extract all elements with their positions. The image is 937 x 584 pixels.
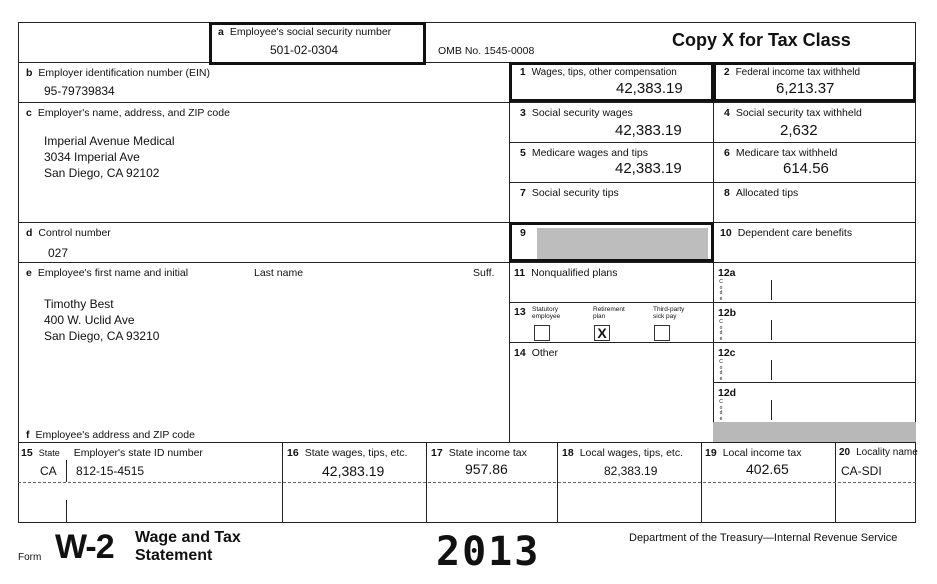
box-9-shade — [537, 228, 708, 259]
form-word: Form — [18, 552, 42, 563]
employee-address-label: f Employee's address and ZIP code — [26, 429, 195, 441]
box-1-value: 42,383.19 — [616, 80, 683, 97]
employer-street: 3034 Imperial Ave — [44, 150, 140, 164]
box-5-label: 5 Medicare wages and tips — [520, 147, 648, 159]
statutory-employee-label: Statutory employee — [532, 306, 561, 320]
box-12b-divider — [771, 320, 772, 340]
box-12a-code-label: C o d e — [719, 279, 723, 302]
rule — [66, 460, 67, 482]
box-18-value: 82,383.19 — [604, 464, 658, 478]
employee-label: e Employee's first name and initial — [26, 267, 189, 279]
rule — [509, 102, 916, 103]
employer-address — [44, 133, 175, 181]
box-15-label: 15 State Employer's state ID number — [21, 447, 203, 459]
box-2-label: 2 Federal income tax withheld — [724, 67, 861, 78]
box-12c-label: 12c — [718, 347, 736, 359]
statutory-employee-checkbox[interactable] — [534, 325, 550, 341]
tax-year: 2013 — [436, 529, 541, 575]
employer-label: c Employer's name, address, and ZIP code — [26, 107, 230, 119]
box-17-label: 17 State income tax — [431, 447, 527, 459]
box-6-value: 614.56 — [783, 160, 829, 177]
box-4-label: 4 Social security tax withheld — [724, 107, 862, 119]
rule — [66, 500, 67, 523]
rule — [509, 342, 916, 343]
ssn-value: 501-02-0304 — [270, 43, 339, 57]
box-20-value: CA-SDI — [841, 464, 882, 478]
rule — [18, 102, 509, 103]
employee-city: San Diego, CA 93210 — [44, 329, 160, 343]
form-title-line1: Wage and Tax — [135, 529, 241, 546]
box-2-value: 6,213.37 — [776, 80, 835, 97]
third-party-sick-pay-checkbox[interactable] — [654, 325, 670, 341]
box-12d-code-label: C o d e — [719, 399, 723, 422]
box-11-label: 11 Nonqualified plans — [514, 267, 618, 279]
box-12a-divider — [771, 280, 772, 300]
box-10-label: 10 Dependent care benefits — [720, 227, 853, 239]
ein-value: 95-79739834 — [44, 84, 115, 98]
box-7-label: 7 Social security tips — [520, 187, 619, 199]
box-3-value: 42,383.19 — [615, 122, 682, 139]
rule — [713, 382, 916, 383]
box-19-label: 19 Local income tax — [705, 447, 802, 459]
retirement-plan-label: Retirement plan — [593, 306, 625, 320]
rule — [509, 182, 916, 183]
rule — [18, 222, 509, 223]
box-12d-divider — [771, 400, 772, 420]
box-12b-code-label: C o d e — [719, 319, 723, 342]
state-id-value: 812-15-4515 — [76, 464, 145, 478]
box-8-label: 8 Allocated tips — [724, 187, 799, 199]
box-19-value: 402.65 — [746, 461, 789, 477]
employer-name: Imperial Avenue Medical — [44, 134, 175, 148]
employee-name: Timothy Best — [44, 297, 114, 311]
rule — [509, 142, 916, 143]
box-12a-label: 12a — [718, 267, 736, 279]
box-16-label: 16 State wages, tips, etc. — [287, 447, 408, 459]
box-20-label: 20 Locality name — [839, 447, 918, 458]
copy-title: Copy X for Tax Class — [672, 30, 851, 50]
box-17-value: 957.86 — [465, 461, 508, 477]
box-1-label: 1 Wages, tips, other compensation — [520, 67, 677, 78]
employer-city: San Diego, CA 92102 — [44, 166, 160, 180]
box-18-label: 18 Local wages, tips, etc. — [562, 447, 683, 459]
omb-number: OMB No. 1545-0008 — [438, 45, 535, 57]
box-3-label: 3 Social security wages — [520, 107, 633, 119]
retirement-plan-checkbox[interactable]: X — [594, 325, 610, 341]
third-party-sick-pay-label: Third-party sick pay — [653, 306, 685, 320]
ssn-label: a Employee's social security number — [218, 26, 392, 38]
box-9-label: 9 — [520, 227, 526, 239]
rule — [509, 262, 916, 263]
last-name-label: Last name — [254, 267, 304, 279]
form-title-line2: Statement — [135, 547, 213, 564]
rule — [18, 442, 916, 443]
agency-name: Department of the Treasury—Internal Revenue Service — [629, 532, 898, 544]
box-4-value: 2,632 — [780, 122, 818, 139]
box-6-label: 6 Medicare tax withheld — [724, 147, 838, 159]
suffix-label: Suff. — [473, 267, 495, 279]
shaded-cell — [713, 422, 916, 442]
rule — [18, 262, 509, 263]
rule — [509, 302, 916, 303]
box-14-label: 14 Other — [514, 347, 558, 359]
employee-street: 400 W. Uclid Ave — [44, 313, 135, 327]
control-label: d Control number — [26, 227, 111, 239]
state-value: CA — [40, 464, 57, 478]
control-value: 027 — [48, 246, 69, 260]
box-12d-label: 12d — [718, 387, 737, 399]
form-name: W-2 — [55, 528, 114, 566]
form-title — [135, 529, 241, 565]
box-13-label: 13 — [514, 306, 526, 318]
box-5-value: 42,383.19 — [615, 160, 682, 177]
ein-label: b Employer identification number (EIN) — [26, 67, 210, 79]
employee-address — [44, 296, 159, 344]
dashed-rule — [18, 482, 916, 483]
box-12c-code-label: C o d e — [719, 359, 723, 382]
box-16-value: 42,383.19 — [322, 463, 385, 479]
box-12b-label: 12b — [718, 307, 737, 319]
box-12c-divider — [771, 360, 772, 380]
